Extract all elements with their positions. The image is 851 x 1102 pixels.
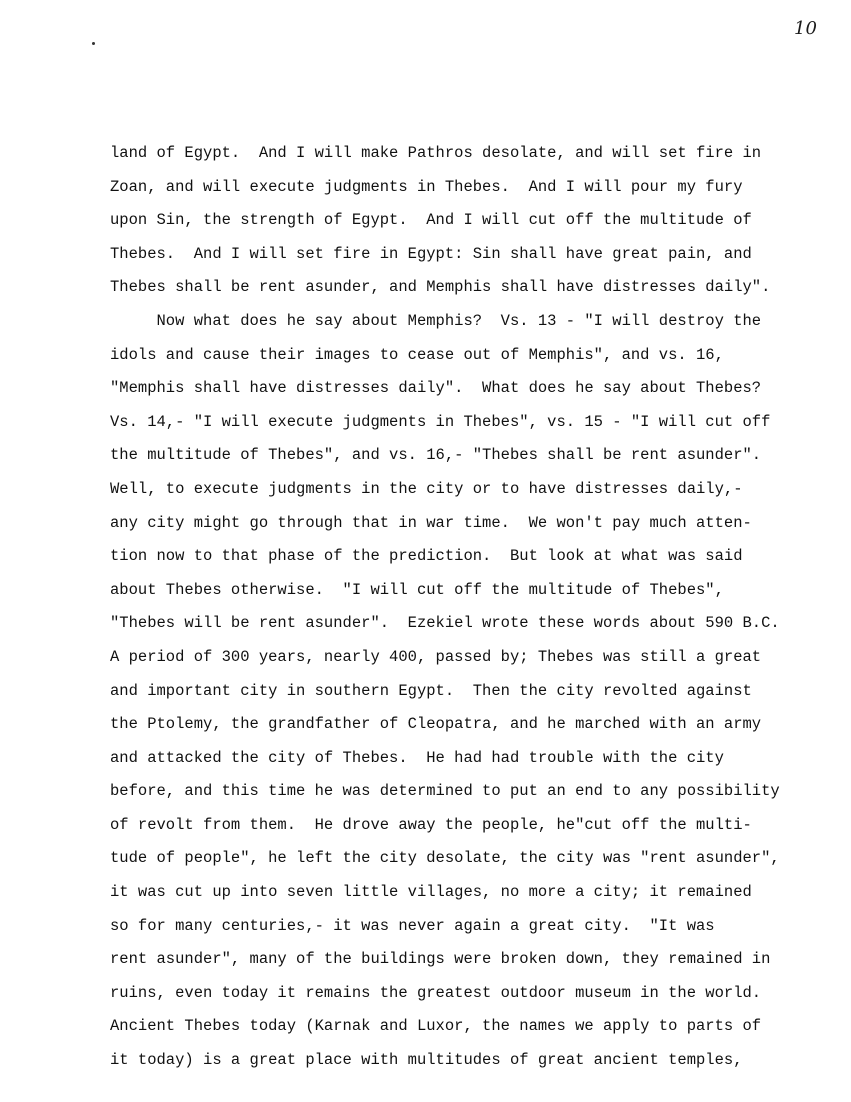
text-line: and attacked the city of Thebes. He had had trouble with the city xyxy=(110,748,724,767)
text-line: ruins, even today it remains the greatest outdoor museum in the world. xyxy=(110,983,762,1002)
paper-speck xyxy=(92,42,95,45)
text-line: and important city in southern Egypt. Then the city revolted against xyxy=(110,681,752,700)
text-line: Now what does he say about Memphis? Vs. 13 - "I will destroy the xyxy=(110,311,762,330)
text-line: idols and cause their images to cease out of Memphis", and vs. 16, xyxy=(110,345,724,364)
text-line: Well, to execute judgments in the city or to have distresses daily,- xyxy=(110,479,743,498)
text-line: it today) is a great place with multitudes of great ancient temples, xyxy=(110,1051,743,1070)
text-line: "Memphis shall have distresses daily". What does he say about Thebes? xyxy=(110,379,762,398)
text-line: about Thebes otherwise. "I will cut off the multitude of Thebes", xyxy=(110,580,724,599)
text-line: Thebes shall be rent asunder, and Memphis shall have distresses daily". xyxy=(110,278,771,297)
text-line: Thebes. And I will set fire in Egypt: Sin shall have great pain, and xyxy=(110,244,752,263)
page-number: 10 xyxy=(794,18,817,39)
text-line: Vs. 14,- "I will execute judgments in Thebes", vs. 15 - "I will cut off xyxy=(110,412,771,431)
text-line: before, and this time he was determined to put an end to any possibility xyxy=(110,782,780,801)
text-line: "Thebes will be rent asunder". Ezekiel wrote these words about 590 B.C. xyxy=(110,614,780,633)
text-line: of revolt from them. He drove away the people, he"cut off the multi- xyxy=(110,815,752,834)
body-text xyxy=(110,137,851,1078)
text-line: A period of 300 years, nearly 400, passed by; Thebes was still a great xyxy=(110,647,762,666)
text-line: any city might go through that in war time. We won't pay much atten- xyxy=(110,513,752,532)
text-line: land of Egypt. And I will make Pathros desolate, and will set fire in xyxy=(110,144,762,162)
text-line: rent asunder", many of the buildings were broken down, they remained in xyxy=(110,950,771,969)
text-line: upon Sin, the strength of Egypt. And I will cut off the multitude of xyxy=(110,211,752,230)
text-line: the Ptolemy, the grandfather of Cleopatra, and he marched with an army xyxy=(110,715,762,734)
text-line: Zoan, and will execute judgments in Thebes. And I will pour my fury xyxy=(110,177,743,196)
text-line: Ancient Thebes today (Karnak and Luxor, the names we apply to parts of xyxy=(110,1017,762,1036)
text-line: tion now to that phase of the prediction. But look at what was said xyxy=(110,547,743,566)
text-line: the multitude of Thebes", and vs. 16,- "Thebes shall be rent asunder". xyxy=(110,446,762,465)
text-line: tude of people", he left the city desolate, the city was "rent asunder", xyxy=(110,849,780,868)
text-line: so for many centuries,- it was never again a great city. "It was xyxy=(110,916,715,935)
text-line: it was cut up into seven little villages, no more a city; it remained xyxy=(110,883,752,902)
